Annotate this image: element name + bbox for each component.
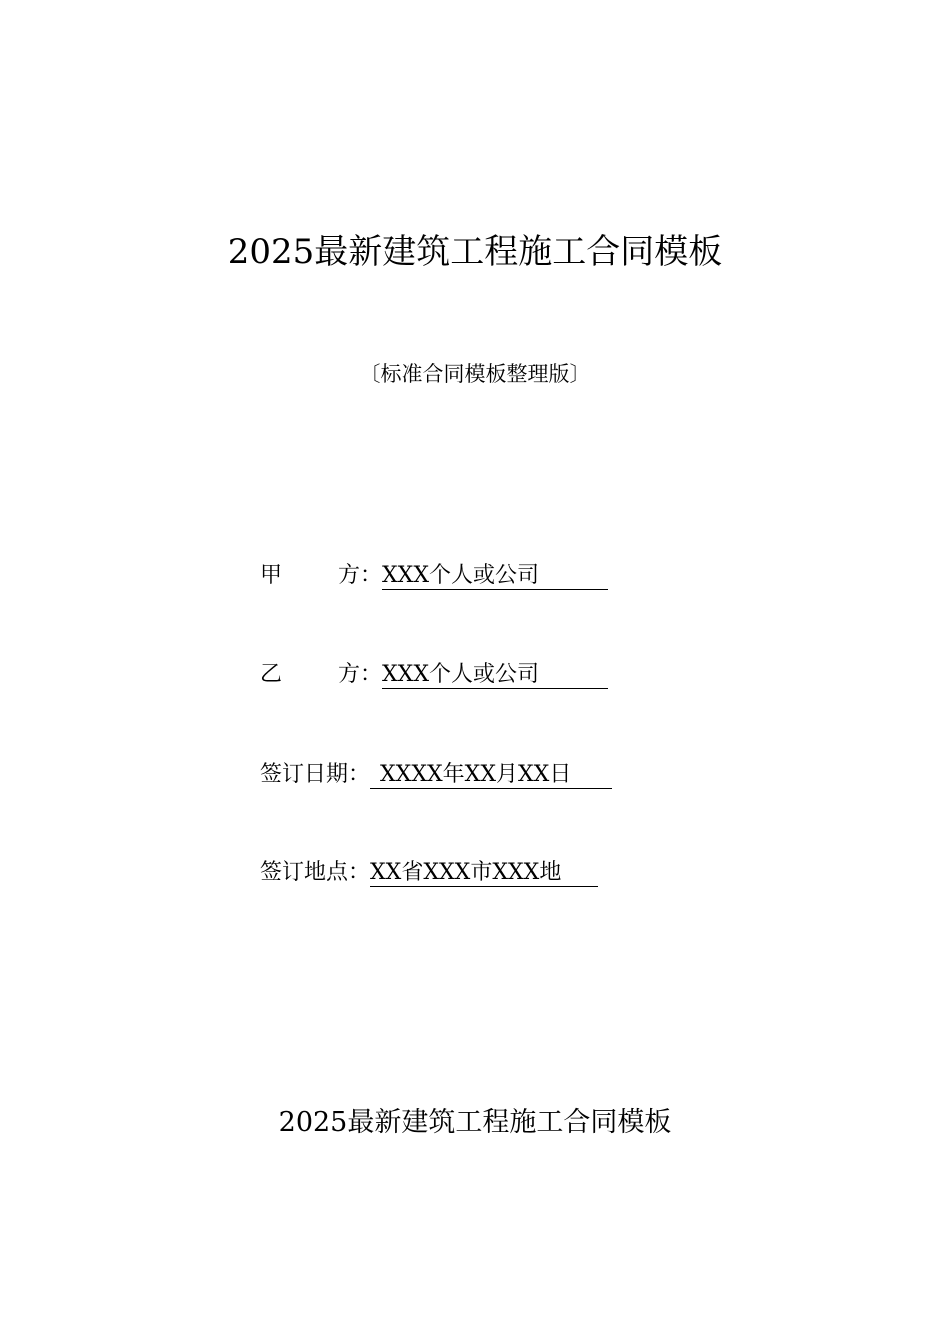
document-title: 2025最新建筑工程施工合同模板 — [227, 232, 723, 272]
party-a-label-first: 甲 — [260, 563, 283, 588]
signing-place-value: XX省XXX市XXX地 — [370, 860, 598, 887]
party-b-label-first: 乙 — [260, 662, 283, 687]
document-subtitle: 〔标准合同模板整理版〕 — [359, 362, 591, 386]
party-a-value: XXX个人或公司 — [382, 563, 608, 590]
signing-place-label: 签订地点： — [260, 860, 371, 885]
signing-date-value: XXXX年XX月XX日 — [370, 762, 612, 789]
party-b-value: XXX个人或公司 — [382, 662, 608, 689]
signing-place-field — [260, 858, 598, 888]
signing-date-field — [260, 760, 612, 790]
party-a-field — [260, 561, 608, 591]
party-a-label-second: 方： — [338, 563, 383, 588]
footer-title: 2025最新建筑工程施工合同模板 — [278, 1107, 672, 1138]
signing-date-label: 签订日期： — [260, 762, 371, 787]
party-b-field — [260, 660, 608, 690]
party-b-label-second: 方： — [338, 662, 383, 687]
